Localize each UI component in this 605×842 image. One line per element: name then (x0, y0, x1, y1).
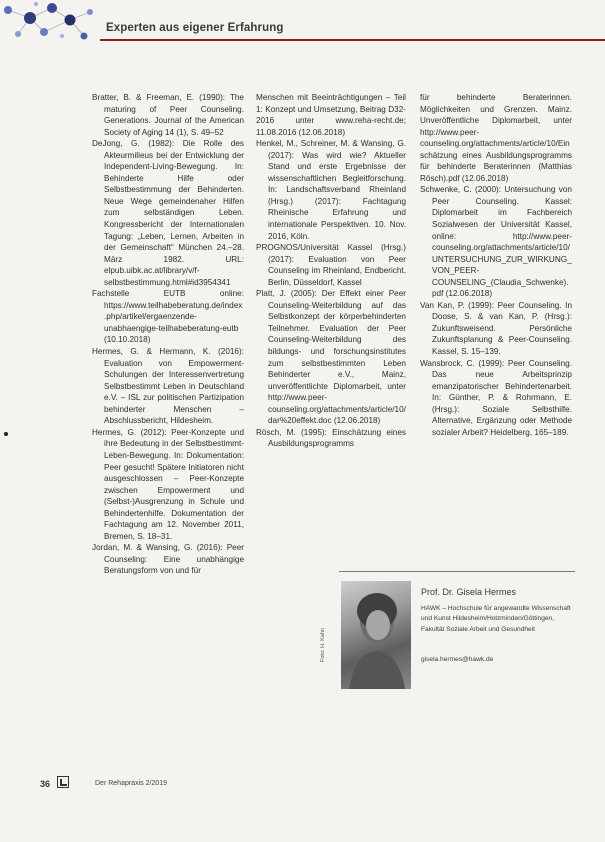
reference-entry: Rösch, M. (1995): Einschätzung eines Ausbildungsprogramms (256, 427, 406, 449)
reference-entry: Schwenke, C. (2000): Untersuchung von Peer Counseling. Kassel: Diplomarbeit im Fachbereich Sozialwesen der Universität Kassel, online: http://www.peer-counseling.org/attachments/article/10/UNTERSUCHUNG_ZUR_WIRKUNG_VON_PEER-COUNSELING_(Claudia_Schwenke).pdf (12.06.2018) (420, 185, 572, 299)
author-email[interactable]: gisela.hermes@hawk.de (421, 656, 494, 663)
reference-entry: DeJong, G. (1982): Die Rolle des Akteurmilieus bei der Entwicklung der Independent-Living-Bewegung. In: Behinderte Hilfe oder Selbstbestimmung der Behinderten. Neue Wege gemeindenaher Hilfen zum selbständigen Leben. Kongressbericht der Internationalen Tagung: „Leben, Lernen, Arbeiten in der Gemeinschaft“ München 24.–28. März 1982. URL: elpub.uibk.ac.at/library/v/f-selbstbestimmung.html#id3954341 (92, 139, 244, 287)
reference-entry: Jordan, M. & Wansing, G. (2016): Peer Counseling: Eine unabhängige Beratungsform von und für (92, 543, 244, 576)
photo-credit: Foto: H. Kahn (320, 628, 326, 662)
reference-entry: Platt, J. (2005): Der Effekt einer Peer Counseling-Weiterbildung auf das Selbstkonzept der körperbehinderten Teilnehmer. Evaluation der Peer Counseling-Weiterbildung des bildungs- und forschungsinstitutes zum selbstbestimmten Leben Behinderter e.V., Mainz, unveröffentlichte Diplomarbeit, unter http://www.peer-counseling.org/attachments/article/10/dar%20effekt.doc (12.06.2018) (256, 289, 406, 426)
reference-entry: Fachstelle EUTB online: https://www.teilhabeberatung.de/index.php/artikel/ergaenzende-unabhaengige-teilhabeberatung-eutb (10.10.2018) (92, 289, 244, 345)
reference-entry: Menschen mit Beeinträchtigungen – Teil 1: Konzept und Umsetzung, Beitrag D32-2016 unter www.reha-recht.de; 11.08.2016 (12.06.2018) (256, 93, 406, 137)
author-photo (341, 581, 411, 689)
reference-entry: Hermes, G. (2012): Peer-Konzepte und ihre Bedeutung in der Selbstbestimmt-Leben-Bewegung. In: Dokumentation: Peer gesucht! Spätere Initiatoren nicht ausgeschlossen – Peer-Konzepte zwischen Empowerment und (Selbst-)Ausgrenzung in Schule und Behindertenhilfe. Dokumentation der Fachtagung am 12. November 2011, Bremen, S. 18–31. (92, 427, 244, 541)
journal-name: Der Rehapraxis 2/2019 (95, 780, 167, 787)
reference-entry: Henkel, M., Schreiner, M. & Wansing, G. (2017): Was wird wie? Aktueller Stand und erste Ergebnisse der wissenschaftlichen Begleitforschung. In: Landschaftsverband Rheinland (Hrsg.) (2017): Fachtagung Rheinische Erfahrung und internationale Perspektiven. 10. Nov. 2016, Köln. (256, 139, 406, 241)
reference-entry: für behinderte Beraterinnen. Möglichkeiten und Grenzen. Mainz. Unveröffentliche Diplomarbeit, unter http://www.peer-counseling.org/attachments/article/10/Einschätzung eines Ausbildungsprogramms für behinderte Beraterinnen (Matthias Rösch).pdf (12.06.2018) (420, 93, 572, 183)
reference-entry: Hermes, G. & Hermann, K. (2016): Evaluation von Empowerment-Schulungen der Interessenvertretung Selbstbestimmt Leben in Deutschland e.V. – ISL zur politischen Partizipation behinderter Menschen – Abschlussbericht, Hildesheim. (92, 347, 244, 426)
margin-mark (4, 432, 8, 436)
page-number: 36 (40, 779, 51, 789)
section-title: Experten aus eigener Erfahrung (106, 22, 284, 34)
journal-logo-icon (57, 776, 69, 788)
reference-entry: Van Kan, P. (1999): Peer Counseling. In Doose, S. & van Kan, P. (Hrsg.): Zukunftsweisend. Persönliche Zukunftsplanung & Peer-Counseling. Kassel, S. 15–139. (420, 300, 572, 357)
reference-entry: PROGNOS/Universität Kassel (Hrsg.) (2017): Evaluation von Peer Counseling im Rheinland, Endbericht. Berlin, Düsseldorf, Kassel (256, 243, 406, 287)
reference-entry: Bratter, B. & Freeman, E. (1990): The maturing of Peer Counseling. Generations. Journal of the American Society of Aging 14 (1), S. 49–52 (92, 93, 244, 137)
references-column-3 (420, 92, 572, 438)
author-box-rule (339, 571, 575, 572)
header-divider (100, 39, 605, 41)
portrait-silhouette (341, 581, 411, 689)
reference-entry: Wansbrock, C. (1999): Peer Counseling. Das neue Arbeitsprinzip emanzipatorischer Behindertenarbeit. In: Günther, P. & Rohrmann, E. (Hrsg.): Soziale Selbsthilfe. Alternative, Ergänzung oder Methode sozialer Arbeit? Heidelberg, 165–189. (420, 358, 572, 437)
author-name: Prof. Dr. Gisela Hermes (421, 587, 517, 597)
network-dots-logo (0, 0, 100, 42)
references-column-1 (92, 92, 244, 577)
author-affiliation: HAWK – Hochschule für angewandte Wissenschaft und Kunst Hildesheim/Holzminden/Göttingen, Fakultät Soziale Arbeit und Gesundheit (421, 605, 571, 633)
header-bar (0, 0, 605, 42)
references-column-2 (256, 92, 406, 450)
